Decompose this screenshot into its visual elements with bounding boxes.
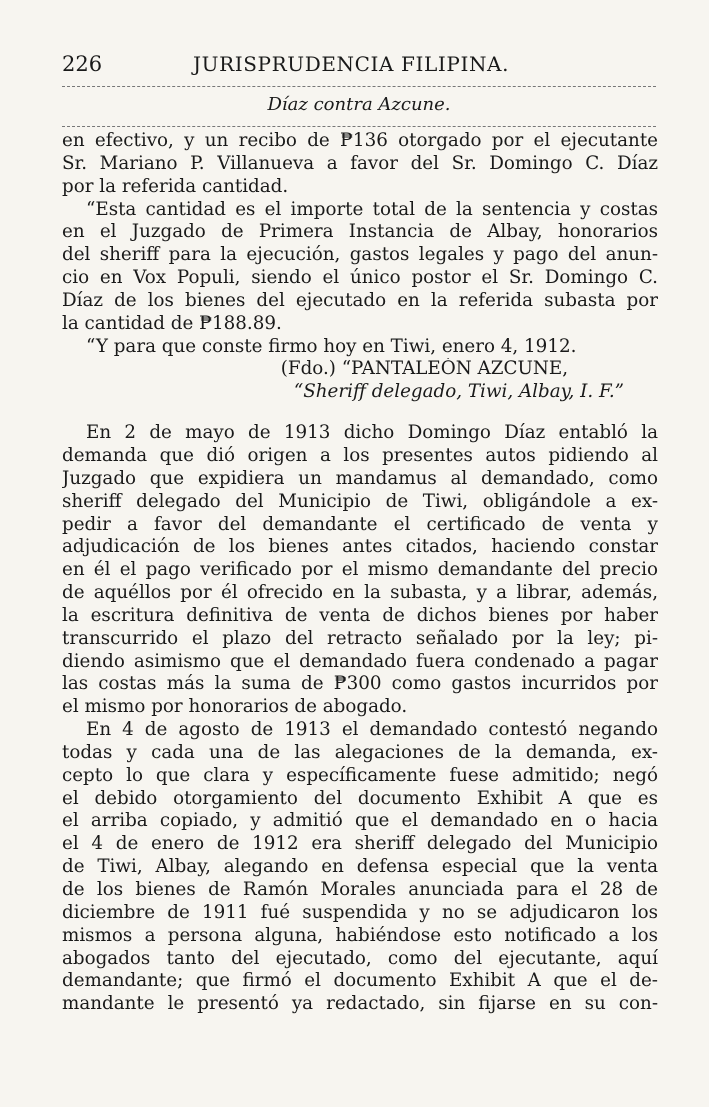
text-line: “Esta cantidad es el importe total de la sentencia y costas (86, 198, 658, 220)
running-header (62, 48, 658, 78)
signature-title: “Sheriff delegado, Tiwi, Albay, I. F.” (293, 381, 624, 403)
text-line: el 4 de enero de 1912 era sheriff delegado del Municipio (62, 833, 658, 855)
text-line: sheriff delegado del Municipio de Tiwi, obligándole a ex- (62, 490, 658, 512)
text-line: Díaz de los bienes del ejecutado en la referida subasta por (62, 289, 658, 311)
text-line: diciembre de 1911 fué suspendida y no se adjudicaron los (62, 901, 658, 923)
text-line: cepto lo que clara y específicamente fuese admitido; negó (62, 764, 658, 786)
text-line: del sheriff para la ejecución, gastos legales y pago del anun- (62, 244, 658, 266)
text-line: mismos a persona alguna, habiéndose esto notificado a los (62, 924, 658, 946)
case-title-rule (62, 126, 656, 127)
text-line: de Tiwi, Albay, alegando en defensa especial que la venta (62, 856, 658, 878)
text-line: en efectivo, y un recibo de ₱136 otorgado por el ejecutante (62, 130, 658, 151)
text-line: En 2 de mayo de 1913 dicho Domingo Díaz entabló la (86, 422, 658, 444)
journal-title: JURISPRUDENCIA FILIPINA. (193, 52, 510, 76)
text-line: cio en Vox Populi, siendo el único postor el Sr. Domingo C. (62, 267, 658, 289)
case-title: Díaz contra Azcune. (267, 94, 451, 115)
text-line: “Y para que conste firmo hoy en Tiwi, enero 4, 1912. (86, 335, 577, 357)
text-line: de los bienes de Ramón Morales anunciada para el 28 de (62, 879, 658, 900)
text-line: por la referida cantidad. (62, 175, 289, 197)
text-line: Juzgado que expidiera un mandamus al demandado, como (62, 467, 658, 489)
text-line: diendo asimismo que el demandado fuera condenado a pagar (62, 650, 658, 672)
text-line: el arriba copiado, y admitió que el demandado en o hacia (62, 810, 658, 832)
text-line: en él el pago verificado por el mismo demandante del precio (62, 559, 658, 581)
text-line: el debido otorgamiento del documento Exhibit A que es (62, 787, 658, 809)
text-line: abogados tanto del ejecutado, como del ejecutante, aquí (62, 947, 658, 969)
paragraph-gap (62, 404, 658, 422)
text-line: de aquéllos por él ofrecido en la subasta, y a librar, además, (62, 582, 658, 604)
text-line: adjudicación de los bienes antes citados, haciendo constar (62, 536, 658, 558)
page-number: 226 (62, 52, 103, 76)
text-line: pedir a favor del demandante el certificado de venta y (62, 513, 658, 535)
text-line: la escritura definitiva de venta de dichos bienes por haber (62, 604, 658, 626)
text-line: la cantidad de ₱188.89. (62, 312, 282, 334)
signature-line: (Fdo.) “PANTALEÓN AZCUNE, (280, 358, 568, 380)
text-line: En 4 de agosto de 1913 el demandado contestó negando (86, 719, 658, 741)
text-line: el mismo por honorarios de abogado. (62, 696, 408, 718)
page-body (62, 130, 658, 1016)
text-line: transcurrido el plazo del retracto señalado por la ley; pi- (62, 627, 658, 649)
text-line: demandante; que firmó el documento Exhibit A que el de- (62, 970, 658, 992)
text-line: Sr. Mariano P. Villanueva a favor del Sr. Domingo C. Díaz (62, 152, 658, 174)
text-line: las costas más la suma de ₱300 como gastos incurridos por (62, 673, 658, 695)
text-line: mandante le presentó ya redactado, sin fijarse en su con- (62, 993, 658, 1015)
text-line: todas y cada una de las alegaciones de la demanda, ex- (62, 741, 658, 763)
text-line: demanda que dió origen a los presentes autos pidiendo al (62, 444, 658, 466)
text-line: en el Juzgado de Primera Instancia de Albay, honorarios (62, 221, 658, 243)
header-rule (62, 86, 656, 87)
